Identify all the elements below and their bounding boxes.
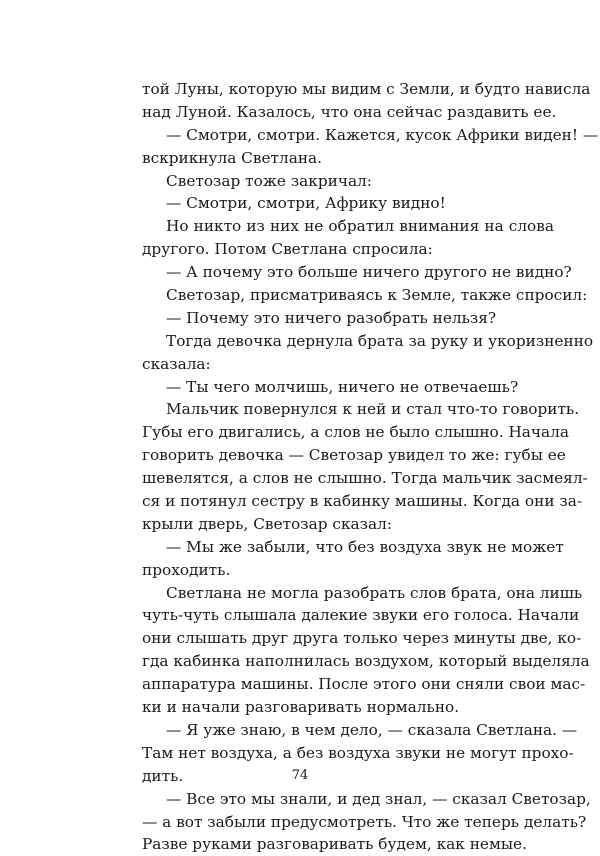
text-line: — а вот забыли предусмотреть. Что же теперь делать? <box>142 812 587 831</box>
text-line: Светлана не могла разобрать слов брата, она лишь <box>166 583 583 602</box>
text-line: — Ты чего молчишь, ничего не отвечаешь? <box>166 377 519 396</box>
page-number: 74 <box>291 768 309 783</box>
text-line: крыли дверь, Светозар сказал: <box>142 514 392 533</box>
text-line: Там нет воздуха, а без воздуха звуки не могут прохо- <box>142 743 574 762</box>
text-line: ся и потянул сестру в кабинку машины. Когда они за- <box>142 492 583 511</box>
text-line: чуть-чуть слышала далекие звуки его голоса. Начали <box>142 606 580 625</box>
text-line: Светозар, присматриваясь к Земле, также спросил: <box>166 286 588 305</box>
text-line: Но никто из них не обратил внимания на слова <box>166 217 554 236</box>
text-line: — Я уже знаю, в чем дело, — сказала Светлана. — <box>166 720 578 739</box>
text-line: вскрикнула Светлана. <box>142 148 323 167</box>
text-line: гда кабинка наполнилась воздухом, который выделяла <box>142 652 590 671</box>
text-line: сказала: <box>142 354 211 373</box>
text-line: — А почему это больше ничего другого не видно? <box>166 263 572 282</box>
text-line: — Мы же забыли, что без воздуха звук не может <box>166 537 564 556</box>
text-line: Тогда девочка дернула брата за руку и укоризненно <box>166 331 594 350</box>
text-line: другого. Потом Светлана спросила: <box>142 240 433 259</box>
text-line: — Все это мы знали, и дед знал, — сказал Светозар, <box>166 789 591 808</box>
text-line: Мальчик повернулся к ней и стал что-то говорить. <box>166 400 580 419</box>
text-line: Губы его двигались, а слов не было слышно. Начала <box>142 423 569 442</box>
text-line: шевелятся, а слов не слышно. Тогда мальчик засмеял- <box>142 469 588 488</box>
text-line: — Почему это ничего разобрать нельзя? <box>166 308 497 327</box>
text-line: Светозар тоже закричал: <box>166 171 372 190</box>
text-line: — Смотри, смотри, Африку видно! <box>166 194 446 213</box>
text-line: — Смотри, смотри. Кажется, кусок Африки виден! — <box>166 125 599 144</box>
text-line: аппаратура машины. После этого они сняли свои мас- <box>142 675 586 694</box>
text-line: Разве руками разговаривать будем, как немые. <box>142 835 527 854</box>
text-line: они слышать друг друга только через минуты две, ко- <box>142 629 582 648</box>
text-line: над Луной. Казалось, что она сейчас раздавить ее. <box>142 102 557 121</box>
text-line: той Луны, которую мы видим с Земли, и будто нависла <box>142 80 591 98</box>
text-line: проходить. <box>142 560 231 579</box>
body-text <box>142 78 599 856</box>
text-line: говорить девочка — Светозар увидел то же: губы ее <box>142 446 566 465</box>
text-line: дить. <box>142 766 184 785</box>
text-line: ки и начали разговаривать нормально. <box>142 698 460 717</box>
